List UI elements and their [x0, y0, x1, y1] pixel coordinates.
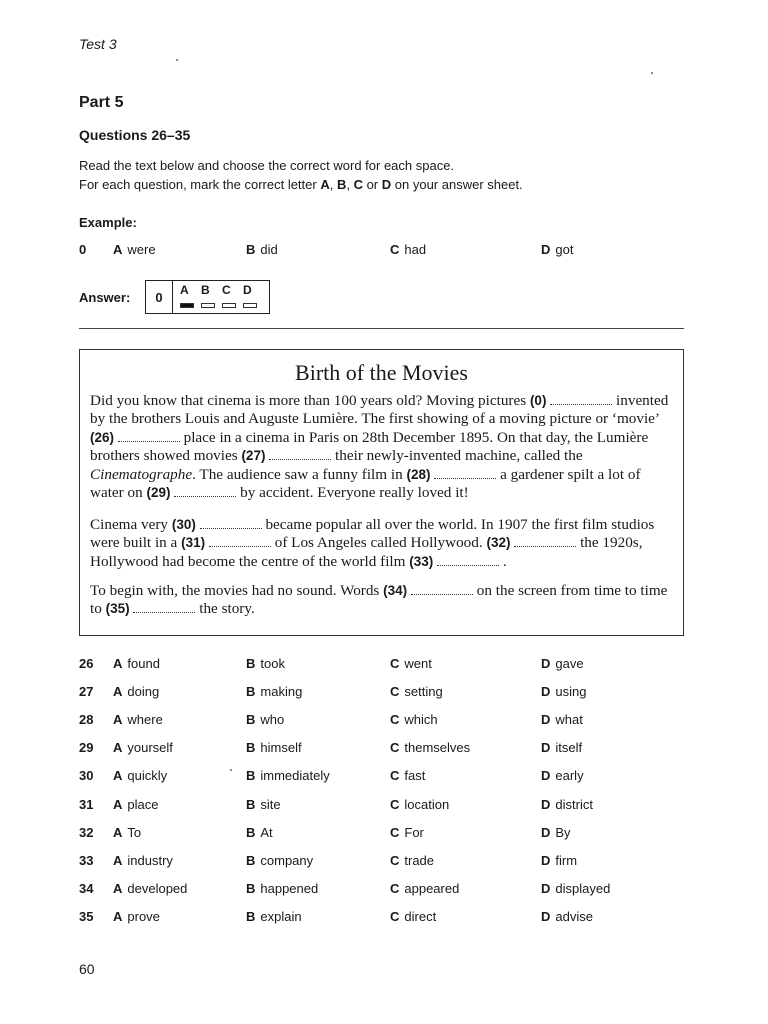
text: place in a cinema in Paris on 28th December 1895. On that day, the Lumière brothers showed movies	[90, 428, 649, 465]
option-text: happened	[260, 881, 319, 896]
text: on the screen from time to time to	[90, 582, 668, 618]
option-letter: D	[541, 684, 551, 699]
article-box	[79, 349, 684, 636]
gap-blank	[118, 430, 180, 442]
option-letter: B	[246, 825, 256, 840]
option-letter: A	[113, 909, 123, 924]
option-b[interactable]	[246, 797, 281, 812]
gap-blank	[133, 601, 195, 613]
option-d[interactable]	[541, 881, 610, 896]
question-number: 31	[79, 797, 94, 812]
text: .	[499, 552, 507, 570]
option-text: trade	[404, 853, 435, 868]
option-letter: C	[390, 740, 400, 755]
gap-34: (34)	[383, 583, 408, 598]
option-letter: B	[246, 684, 256, 699]
option-text: which	[404, 712, 438, 727]
option-letter: A	[113, 712, 123, 727]
answer-letter-a: A	[180, 283, 189, 297]
option-text: got	[555, 242, 574, 257]
option-text: doing	[127, 684, 160, 699]
answer-letter-b: B	[201, 283, 210, 297]
option-letter: C	[390, 797, 400, 812]
option-text: took	[260, 656, 285, 671]
text: . The audience saw a funny film in	[192, 465, 407, 483]
option-letter: C	[390, 712, 400, 727]
option-c[interactable]	[390, 797, 449, 812]
separator: ,	[329, 177, 337, 192]
option-letter: D	[541, 825, 551, 840]
option-a[interactable]	[113, 768, 167, 783]
example-option-c[interactable]	[390, 242, 426, 257]
option-text: location	[404, 797, 450, 812]
article-paragraph-1	[90, 392, 675, 502]
option-b[interactable]	[246, 768, 330, 783]
option-text: did	[260, 242, 278, 257]
instruction-line-1: Read the text below and choose the correct word for each space.	[79, 158, 455, 173]
instruction-text: on your answer sheet.	[391, 177, 523, 192]
option-letter: B	[246, 712, 256, 727]
gap-blank	[514, 535, 576, 547]
option-text: what	[555, 712, 583, 727]
part-title: Part 5	[79, 94, 124, 111]
option-b[interactable]	[246, 684, 302, 699]
gap-blank	[411, 583, 473, 595]
question-row	[0, 740, 768, 760]
option-letter: B	[246, 881, 256, 896]
option-text: direct	[404, 909, 437, 924]
gap-29: (29)	[146, 485, 171, 501]
option-text: himself	[260, 740, 302, 755]
option-letter: A	[113, 684, 123, 699]
option-a[interactable]	[113, 881, 187, 896]
text: the 1920s, Hollywood had become the centre of the world film	[90, 534, 643, 570]
option-b[interactable]	[246, 656, 285, 671]
option-b[interactable]	[246, 881, 318, 896]
option-text: yourself	[127, 740, 173, 755]
option-d[interactable]	[541, 909, 593, 924]
option-text: went	[404, 656, 432, 671]
option-letter: D	[541, 909, 551, 924]
example-label: Example:	[79, 215, 137, 230]
option-d[interactable]	[541, 768, 584, 783]
option-text: For	[404, 825, 424, 840]
gap-blank	[269, 448, 331, 460]
option-letter: A	[113, 768, 123, 783]
answer-mark-b[interactable]	[201, 303, 215, 308]
answer-mark-c[interactable]	[222, 303, 236, 308]
scan-speck	[230, 769, 232, 771]
option-letter: C	[390, 909, 400, 924]
option-text: were	[127, 242, 156, 257]
option-letter: C	[390, 656, 400, 671]
option-letter: D	[541, 797, 551, 812]
separator: ,	[346, 177, 354, 192]
option-c[interactable]	[390, 656, 432, 671]
option-text: To	[127, 825, 142, 840]
answer-mark-d[interactable]	[243, 303, 257, 308]
option-text: fast	[404, 768, 426, 783]
example-option-a[interactable]	[113, 242, 156, 257]
question-row	[0, 656, 768, 676]
option-a[interactable]	[113, 909, 160, 924]
option-text: gave	[555, 656, 584, 671]
scan-speck	[651, 72, 653, 74]
option-c[interactable]	[390, 768, 425, 783]
gap-blank	[209, 535, 271, 547]
option-letter: C	[390, 768, 400, 783]
gap-blank	[174, 485, 236, 497]
option-text: using	[555, 684, 587, 699]
option-text: site	[260, 797, 281, 812]
option-letter: C	[390, 242, 400, 257]
option-letter: A	[113, 242, 123, 257]
option-letter: D	[541, 656, 551, 671]
question-row	[0, 853, 768, 873]
option-d[interactable]	[541, 656, 584, 671]
question-row	[0, 881, 768, 901]
option-text: itself	[555, 740, 583, 755]
option-text: setting	[404, 684, 443, 699]
option-b[interactable]	[246, 740, 302, 755]
option-b[interactable]	[246, 909, 302, 924]
letter-b: B	[336, 177, 347, 192]
option-b[interactable]	[246, 712, 284, 727]
option-letter: B	[246, 797, 256, 812]
text: invented by the brothers Louis and Auguste Lumière. The first showing of a moving picture or ‘movie’	[90, 392, 669, 428]
gap-27: (27)	[241, 448, 266, 464]
option-a[interactable]	[113, 684, 159, 699]
text: by accident. Everyone really loved it!	[236, 484, 469, 502]
example-number: 0	[79, 242, 87, 257]
gap-33: (33)	[409, 553, 434, 569]
answer-letters	[180, 283, 264, 297]
option-d[interactable]	[541, 740, 582, 755]
option-a[interactable]	[113, 797, 158, 812]
option-letter: A	[113, 656, 123, 671]
option-text: quickly	[127, 768, 168, 783]
option-letter: B	[246, 768, 256, 783]
article-title: Birth of the Movies	[295, 360, 468, 385]
option-b[interactable]	[246, 853, 313, 868]
option-text: industry	[127, 853, 173, 868]
article-paragraph-3	[90, 582, 675, 619]
option-letter: B	[246, 909, 256, 924]
option-text: who	[260, 712, 285, 727]
option-letter: C	[390, 853, 400, 868]
option-c[interactable]	[390, 853, 434, 868]
answer-sheet-box	[145, 280, 270, 314]
letter-d: D	[381, 177, 392, 192]
option-c[interactable]	[390, 740, 470, 755]
option-text: themselves	[404, 740, 471, 755]
questions-title: Questions 26–35	[79, 127, 191, 143]
machine-name: Cinematographe	[90, 465, 193, 483]
option-text: explain	[260, 909, 302, 924]
question-number: 27	[79, 684, 94, 699]
question-row	[0, 825, 768, 845]
question-number: 30	[79, 768, 94, 783]
gap-blank	[550, 393, 612, 405]
gap-35: (35)	[105, 601, 130, 617]
gap-32: (32)	[486, 535, 511, 551]
option-d[interactable]	[541, 825, 571, 840]
option-text: where	[127, 712, 163, 727]
divider	[79, 328, 684, 329]
option-letter: D	[541, 712, 551, 727]
instruction-text: For each question, mark the correct letter	[79, 177, 321, 192]
option-text: displayed	[555, 881, 611, 896]
question-number: 26	[79, 656, 94, 671]
option-d[interactable]	[541, 853, 577, 868]
option-letter: D	[541, 740, 551, 755]
text: To begin with, the movies had no sound. Words	[90, 582, 384, 599]
option-c[interactable]	[390, 684, 443, 699]
question-row	[0, 768, 768, 788]
question-number: 35	[79, 909, 94, 924]
option-letter: B	[246, 740, 256, 755]
option-text: At	[260, 825, 273, 840]
text: the story.	[195, 600, 255, 618]
option-letter: B	[246, 853, 256, 868]
option-letter: D	[541, 853, 551, 868]
option-letter: D	[541, 768, 551, 783]
question-number: 28	[79, 712, 94, 727]
option-c[interactable]	[390, 825, 424, 840]
example-option-b[interactable]	[246, 242, 278, 257]
gap-blank	[434, 467, 496, 479]
text: of Los Angeles called Hollywood.	[270, 534, 487, 552]
option-text: company	[260, 853, 314, 868]
option-text: prove	[127, 909, 160, 924]
text: Did you know that cinema is more than 100 years old? Moving pictures	[90, 392, 530, 409]
separator: or	[362, 177, 382, 192]
option-letter: D	[541, 881, 551, 896]
option-text: had	[404, 242, 427, 257]
text: became popular all over the world. In 1907 the first film studios were built in a	[90, 516, 655, 552]
option-text: place	[127, 797, 159, 812]
question-number: 29	[79, 740, 94, 755]
instruction-line-2	[79, 177, 523, 192]
text: their newly-invented machine, called the	[331, 447, 583, 465]
option-text: early	[555, 768, 584, 783]
option-d[interactable]	[541, 684, 586, 699]
gap-30: (30)	[171, 517, 196, 532]
letter-a: A	[320, 177, 330, 192]
option-text: developed	[127, 881, 188, 896]
answer-letter-c: C	[222, 283, 231, 297]
letter-c: C	[353, 177, 363, 192]
gap-28: (28)	[406, 466, 431, 482]
option-letter: C	[390, 684, 400, 699]
option-a[interactable]	[113, 825, 141, 840]
option-letter: A	[113, 881, 123, 896]
option-letter: C	[390, 881, 400, 896]
question-row	[0, 712, 768, 732]
option-a[interactable]	[113, 656, 160, 671]
question-number: 33	[79, 853, 94, 868]
option-text: firm	[555, 853, 578, 868]
option-text: immediately	[260, 768, 330, 783]
text: a gardener spilt a lot of water on	[90, 465, 641, 502]
option-text: making	[260, 684, 303, 699]
article-paragraph-2	[90, 516, 675, 571]
gap-26: (26)	[90, 429, 115, 445]
option-a[interactable]	[113, 853, 173, 868]
option-letter: D	[541, 242, 551, 257]
option-c[interactable]	[390, 909, 436, 924]
option-text: advise	[555, 909, 593, 924]
question-number: 32	[79, 825, 94, 840]
test-header: Test 3	[79, 36, 117, 52]
example-row	[0, 242, 768, 262]
answer-number: 0	[146, 281, 173, 313]
option-letter: A	[113, 825, 123, 840]
option-letter: C	[390, 825, 400, 840]
option-letter: B	[246, 656, 256, 671]
page-number: 60	[79, 961, 95, 977]
option-c[interactable]	[390, 881, 459, 896]
gap-blank	[200, 517, 262, 529]
question-row	[0, 909, 768, 929]
option-c[interactable]	[390, 712, 438, 727]
gap-31: (31)	[181, 535, 206, 551]
gap-0: (0)	[529, 393, 547, 408]
option-d[interactable]	[541, 712, 583, 727]
example-option-d[interactable]	[541, 242, 573, 257]
option-text: By	[555, 825, 571, 840]
option-text: found	[127, 656, 160, 671]
question-row	[0, 797, 768, 817]
option-text: appeared	[404, 881, 460, 896]
option-text: district	[555, 797, 593, 812]
question-row	[0, 684, 768, 704]
answer-mark-a[interactable]	[180, 303, 194, 308]
scan-speck	[176, 59, 178, 61]
option-a[interactable]	[113, 740, 173, 755]
answer-label: Answer:	[79, 290, 131, 305]
option-letter: A	[113, 853, 123, 868]
text: Cinema very	[90, 516, 172, 533]
option-b[interactable]	[246, 825, 273, 840]
option-letter: A	[113, 797, 123, 812]
option-letter: A	[113, 740, 123, 755]
gap-blank	[437, 554, 499, 566]
option-letter: B	[246, 242, 256, 257]
question-number: 34	[79, 881, 94, 896]
option-a[interactable]	[113, 712, 163, 727]
answer-letter-d: D	[243, 283, 252, 297]
option-d[interactable]	[541, 797, 593, 812]
